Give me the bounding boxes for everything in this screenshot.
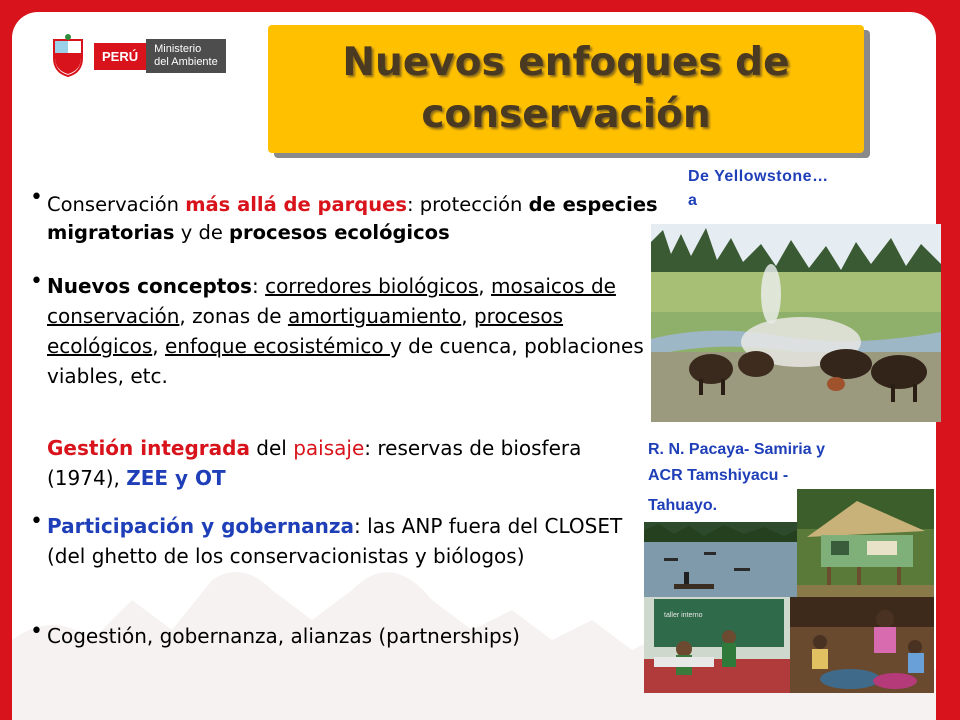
yellowstone-bison-photo <box>651 224 941 422</box>
title-line-1: Nuevos enfoques de <box>342 40 790 85</box>
bullet-1-part: y de <box>174 221 230 244</box>
pacaya-caption-line1: R. N. Pacaya- Samiria y <box>648 441 825 458</box>
bullet-5-text <box>47 621 687 651</box>
bullet-dot: • <box>30 619 43 644</box>
classroom-meeting-photo <box>644 597 790 693</box>
yellowstone-caption-line1: De Yellowstone… <box>688 168 829 185</box>
bullet-2-part: , <box>478 274 491 298</box>
yellowstone-caption-line2: a <box>688 192 698 209</box>
bullet-dot: • <box>30 269 43 294</box>
bullet-1-bold: procesos ecológicos <box>229 221 450 244</box>
community-women-photo <box>790 597 934 693</box>
bullet-1-highlight: más allá de parques <box>185 193 407 216</box>
bullet-2-part: , zonas de <box>179 304 288 328</box>
bullet-2-underlined: procesos ecológicos <box>47 304 564 358</box>
bullet-1-bold: de especies migratorias <box>47 193 658 244</box>
bullet-3-part: del <box>249 436 294 460</box>
bullet-4-blue: Participación y gobernanza <box>47 514 354 538</box>
stilt-house-photo <box>797 489 934 600</box>
bullet-2-underlined: enfoque ecosistémico <box>164 334 390 358</box>
bullet-2-bold: Nuevos conceptos <box>47 274 252 298</box>
bullet-2-part: y de cuenca, poblaciones viables, etc. <box>47 334 644 388</box>
bullet-1-part: : protección <box>406 193 529 216</box>
bullet-2-underlined: mosaicos de conservación <box>47 274 616 328</box>
pacaya-caption-line3: Tahuayo. <box>648 497 718 514</box>
bullet-dot: • <box>30 509 43 534</box>
bullet-3-highlight: Gestión integrada <box>47 436 250 460</box>
bullet-5-part: Cogestión, gobernanza, alianzas (partnerships) <box>47 624 520 648</box>
bullet-2-part: : <box>251 274 266 298</box>
svg-text:taller interno: taller interno <box>664 612 703 619</box>
peru-coat-of-arms-icon <box>50 34 86 78</box>
river-canoes-photo <box>644 522 797 598</box>
bullet-3-highlight: paisaje <box>293 436 365 460</box>
bullet-3-part: : reservas de biosfera (1974), <box>47 436 582 490</box>
bullet-4-part: : las ANP fuera del CLOSET (del ghetto de los conservacionistas y biólogos) <box>47 514 623 568</box>
logo-ministry-line2: del Ambiente <box>154 56 218 68</box>
bullet-3-text <box>47 433 647 493</box>
bullet-dot: • <box>30 185 43 210</box>
title-box <box>268 25 864 153</box>
bullet-3-blue: ZEE y OT <box>126 466 226 490</box>
logo-ministry-label <box>146 39 226 73</box>
pacaya-caption-line2: ACR Tamshiyacu - <box>648 467 789 484</box>
bullet-2-part: , <box>152 334 165 358</box>
ministry-logo <box>50 30 226 82</box>
bullet-2-text <box>47 271 652 391</box>
bullet-4-text <box>47 511 647 571</box>
bullet-2-underlined: amortiguamiento <box>287 304 462 328</box>
logo-ministry-line1: Ministerio <box>154 43 202 55</box>
logo-peru-label: PERÚ <box>94 43 146 70</box>
title-line-2: conservación <box>421 92 711 137</box>
bullet-1-text <box>47 191 665 247</box>
bullet-1-part: Conservación <box>47 193 186 216</box>
bullet-2-underlined: corredores biológicos <box>265 274 479 298</box>
bullet-2-part: , <box>461 304 474 328</box>
yellowstone-caption <box>688 165 898 213</box>
